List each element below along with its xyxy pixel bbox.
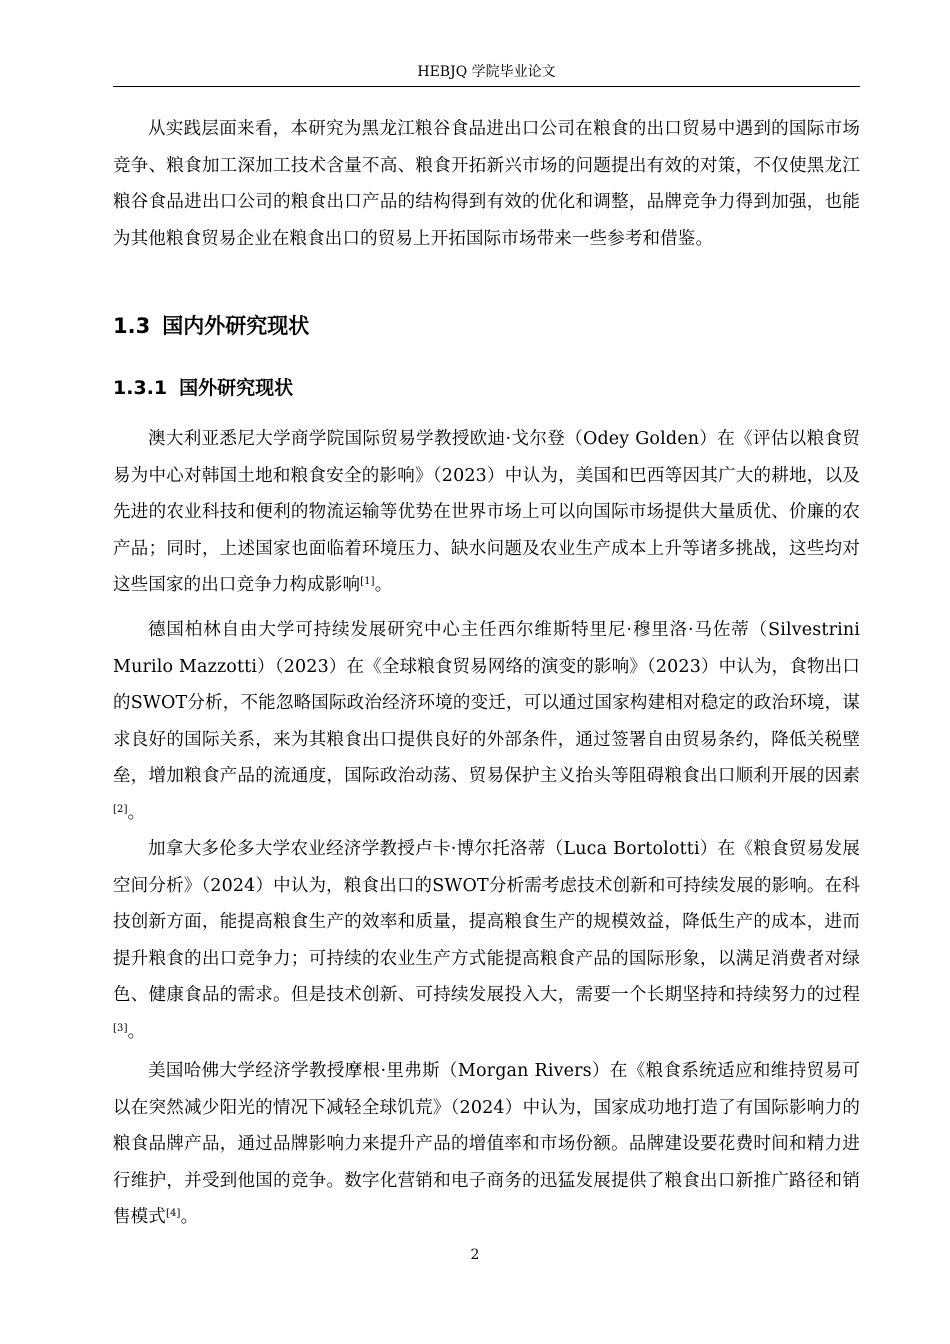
end-punctuation: 。 — [180, 1207, 199, 1227]
paragraph-bortolotti — [113, 831, 860, 1050]
paragraph-text: 加拿大多伦多大学农业经济学教授卢卡·博尔托洛蒂（Luca Bortolotti）在《粮食贸易发展空间分析》（2024）中认为，粮食出口的SWOT分析需考虑技术创新和可持续发展的影响。在科技创新方面，能提高粮食生产的效率和质量，提高粮食生产的规模效益，降低生产的成本，进而提升粮食的出口竞争力；可持续的农业生产方式能提高粮食产品的国际形象，以满足消费者对绿色、健康食品的需求。但是技术创新、可持续发展投入大，需要一个长期坚持和持续努力的过程 — [113, 839, 860, 1005]
subsection-number: 1.3.1 — [113, 377, 168, 399]
section-title: 国内外研究现状 — [162, 314, 310, 338]
section-heading-1-3 — [113, 312, 309, 340]
paragraph-text: 从实践层面来看，本研究为黑龙江粮谷食品进出口公司在粮食的出口贸易中遇到的国际市场竞争、粮食加工深加工技术含量不高、粮食开拓新兴市场的问题提出有效的对策，不仅使黑龙江粮谷食品进出口公司的粮食出口产品的结构得到有效的优化和调整，品牌竞争力得到加强，也能为其他粮食贸易企业在粮食出口的贸易上开拓国际市场带来一些参考和借鉴。 — [113, 119, 860, 249]
paragraph-golden — [113, 421, 860, 604]
paragraph-text: 美国哈佛大学经济学教授摩根·里弗斯（Morgan Rivers）在《粮食系统适应和维持贸易可以在突然减少阳光的情况下减轻全球饥荒》（2024）中认为，国家成功地打造了有国际影响力的粮食品牌产品，通过品牌影响力来提升产品的增值率和市场份额。品牌建设要花费时间和精力进行维护，并受到他国的竞争。数字化营销和电子商务的迅猛发展提供了粮食出口新推广路径和销售模式 — [113, 1061, 860, 1227]
citation-2: [2] — [113, 803, 128, 815]
paragraph-mazzotti — [113, 612, 860, 831]
end-punctuation: 。 — [374, 575, 393, 595]
citation-1: [1] — [360, 576, 375, 587]
paragraph-text: 德国柏林自由大学可持续发展研究中心主任西尔维斯特里尼·穆里洛·马佐蒂（Silvestrini Murilo Mazzotti）（2023）在《全球粮食贸易网络的演变的影响》（2023）中认为，食物出口的SWOT分析，不能忽略国际政治经济环境的变迁，可以通过国家构建相对稳定的政治环境，谋求良好的国际关系，来为其粮食出口提供良好的外部条件，通过签署自由贸易条约，降低关税壁垒，增加粮食产品的流通度，国际政治动荡、贸易保护主义抬头等阻碍粮食出口顺利开展的因素 — [113, 620, 860, 786]
page-number: 2 — [470, 1247, 480, 1263]
section-number: 1.3 — [113, 314, 151, 338]
end-punctuation: 。 — [127, 802, 146, 823]
end-punctuation: 。 — [127, 1021, 146, 1042]
citation-3: [3] — [113, 1022, 128, 1034]
subsection-title: 国外研究现状 — [179, 377, 294, 399]
header-title: HEBJQ 学院毕业论文 — [417, 64, 556, 80]
paragraph-rivers — [113, 1053, 860, 1236]
citation-4: [4] — [165, 1208, 181, 1219]
subsection-heading-1-3-1 — [113, 375, 293, 401]
paragraph-practical-significance — [113, 111, 860, 257]
page-header — [113, 62, 860, 87]
paragraph-text: 澳大利亚悉尼大学商学院国际贸易学教授欧迪·戈尔登（Odey Golden）在《评估以粮食贸易为中心对韩国土地和粮食安全的影响》（2023）中认为，美国和巴西等因其广大的耕地，以及先进的农业科技和便利的物流运输等优势在世界市场上可以向国际市场提供大量质优、价廉的农产品；同时，上述国家也面临着环境压力、缺水问题及农业生产成本上升等诸多挑战，这些均对这些国家的出口竞争力构成影响 — [113, 429, 860, 595]
